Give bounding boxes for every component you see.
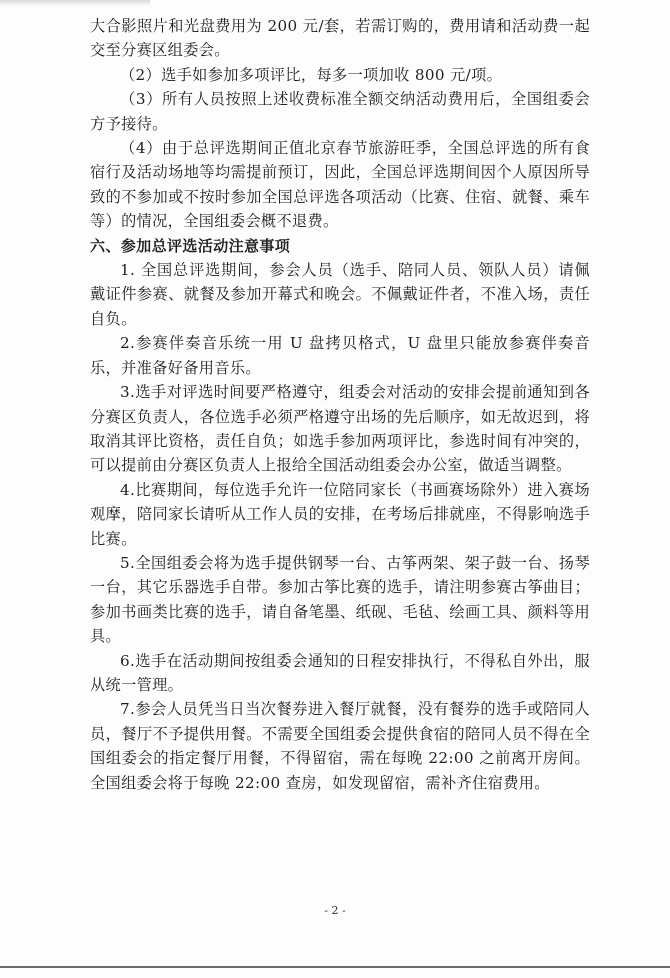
bottom-divider [0,966,670,968]
document-body [90,14,590,795]
rule-item-5: 5.全国组委会将为选手提供钢琴一台、古筝两架、架子鼓一台、扬琴一台，其它乐器选手自带。参加古筝比赛的选手，请注明参赛古筝曲目；参加书画类比赛的选手，请自备笔墨、纸砚、毛毡、绘画工具、颜料等用具。 [90,553,590,646]
rule-item-1: 1. 全国总评选期间，参会人员（选手、陪同人员、领队人员）请佩戴证件参赛、就餐及参加开幕式和晚会。不佩戴证件者，不准入场，责任自负。 [90,261,590,328]
paragraph-extra-item-fee: （2）选手如参加多项评比，每多一项加收 800 元/项。 [120,65,503,84]
paragraph-photo-fee: 大合影照片和光盘费用为 200 元/套，若需订购的，费用请和活动费一起交至分赛区组委会。 [90,17,590,60]
page-number: - 2 - [324,904,346,917]
rule-item-7: 7.参会人员凭当日当次餐券进入餐厅就餐，没有餐券的选手或陪同人员，餐厅不予提供用餐。不需要全国组委会提供食宿的陪同人员不得在全国组委会的指定餐厅用餐，不得留宿，需在每晚 22:00 之前离开房间。全国组委会将于每晚 22:00 查房，如发现留宿，需补齐住宿费用。 [90,700,590,792]
rule-item-2: 2.参赛伴奏音乐统一用 U 盘拷贝格式，U 盘里只能放参赛伴奏音乐，并准备好备用音乐。 [90,334,590,377]
scan-edge-shadow [0,0,150,6]
section-heading: 六、参加总评选活动注意事项 [90,236,291,255]
rule-item-3: 3.选手对评选时间要严格遵守，组委会对活动的安排会提前通知到各分赛区负责人，各位选手必须严格遵守出场的先后顺序，如无故迟到，将取消其评比资格，责任自负；如选手参加两项评比，参选时间有冲突的，可以提前由分赛区负责人上报给全国活动组委会办公室，做适当调整。 [90,383,590,475]
rule-item-6: 6.选手在活动期间按组委会通知的日程安排执行，不得私自外出，服从统一管理。 [90,651,590,694]
paragraph-full-payment: （3）所有人员按照上述收费标准全额交纳活动费用后，全国组委会方予接待。 [90,90,590,133]
rule-item-4: 4.比赛期间，每位选手允许一位陪同家长（书画赛场除外）进入赛场观摩，陪同家长请听从工作人员的安排，在考场后排就座，不得影响选手比赛。 [90,480,590,548]
paragraph-no-refund: （4）由于总评选期间正值北京春节旅游旺季，全国总评选的所有食宿行及活动场地等均需提前预订，因此，全国总评选期间因个人原因所导致的不参加或不按时参加全国总评选各项活动（比赛、住宿、就餐、乘车等）的情况，全国组委会概不退费。 [90,139,590,231]
